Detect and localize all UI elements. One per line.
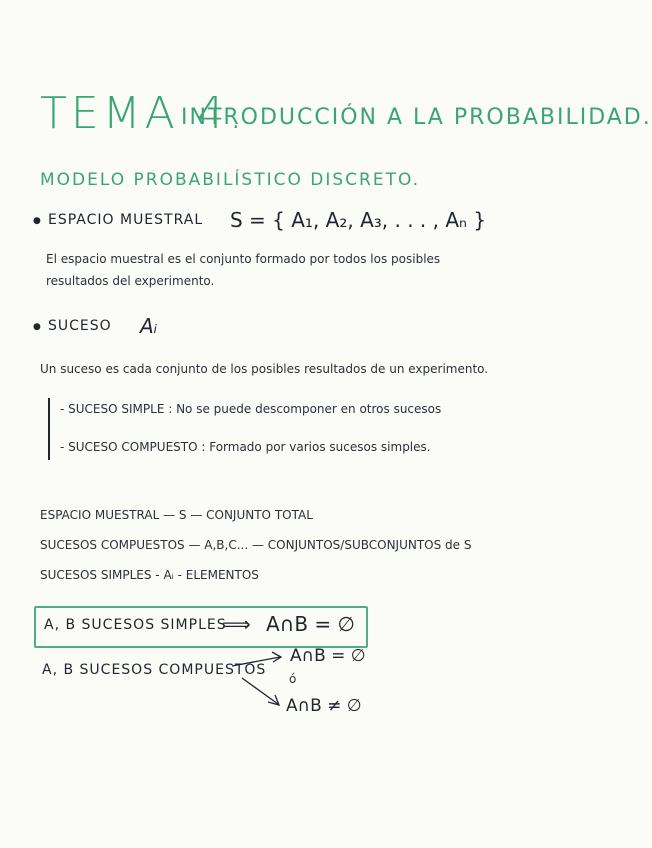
compound-or: ó: [289, 672, 297, 686]
summary-row-2: SUCESOS COMPUESTOS — A,B,C... — CONJUNTOS/SUBCONJUNTOS de S: [40, 538, 472, 552]
espacio-desc-2: resultados del experimento.: [46, 274, 215, 288]
suceso-symbol: Aᵢ: [140, 314, 158, 338]
suceso-label: SUCESO: [48, 318, 112, 334]
summary-row-1: ESPACIO MUESTRAL — S — CONJUNTO TOTAL: [40, 508, 313, 522]
implies-arrow-icon: ⟹: [222, 612, 251, 636]
compound-result-1: A∩B = ∅: [290, 646, 366, 666]
boxed-label: A, B SUCESOS SIMPLES: [44, 617, 227, 633]
title-text: INTRODUCCIÓN A LA PROBABILIDAD.: [181, 105, 652, 130]
espacio-desc-1: El espacio muestral es el conjunto formado por todos los posibles: [46, 252, 441, 266]
summary-row-3: SUCESOS SIMPLES - Aᵢ - ELEMENTOS: [40, 568, 259, 582]
bullet-icon: ●: [33, 216, 41, 226]
compound-label: A, B SUCESOS COMPUESTOS: [42, 662, 267, 678]
section-heading: MODELO PROBABILÍSTICO DISCRETO.: [40, 170, 421, 190]
suceso-compuesto: - SUCESO COMPUESTO : Formado por varios sucesos simples.: [60, 440, 431, 454]
espacio-label: ESPACIO MUESTRAL: [48, 212, 204, 228]
title-number: TEMA 4.: [40, 88, 247, 139]
espacio-formula: S = { A₁, A₂, A₃, . . . , Aₙ }: [230, 208, 487, 232]
suceso-desc: Un suceso es cada conjunto de los posibles resultados de un experimento.: [40, 362, 489, 376]
boxed-result: A∩B = ∅: [266, 612, 355, 636]
bullet-icon: ●: [33, 322, 41, 332]
compound-result-2: A∩B ≠ ∅: [286, 696, 362, 716]
suceso-simple: - SUCESO SIMPLE : No se puede descomponer en otros sucesos: [60, 402, 442, 416]
